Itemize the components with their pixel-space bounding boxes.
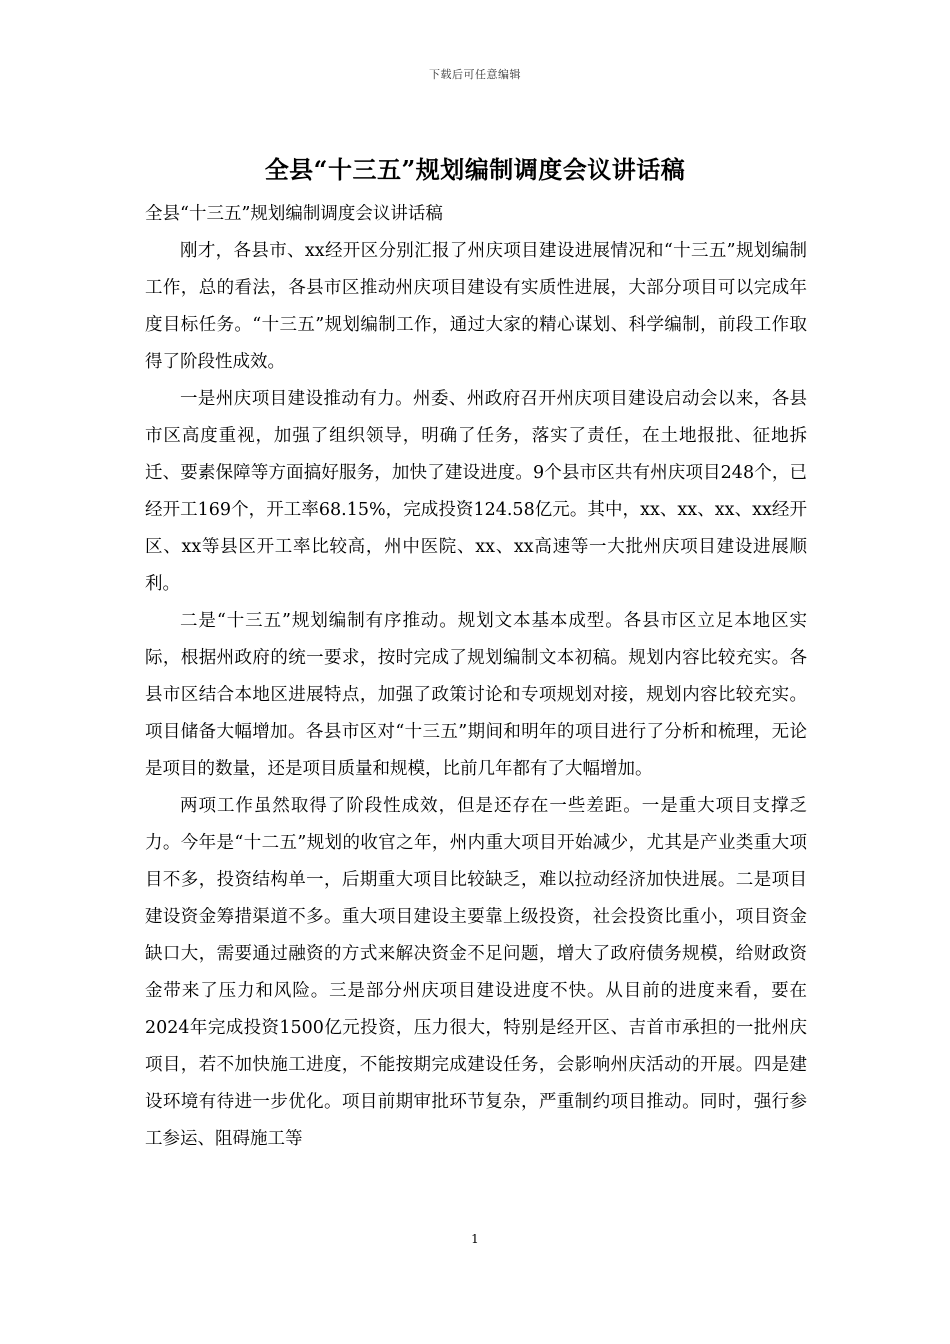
- body-paragraph: 二是“十三五”规划编制有序推动。规划文本基本成型。各县市区立足本地区实际，根据州政府的统一要求，按时完成了规划编制文本初稿。规划内容比较充实。各县市区结合本地区进展特点，加强了政策讨论和专项规划对接，规划内容比较充实。项目储备大幅增加。各县市区对“十三五”期间和明年的项目进行了分析和梳理，无论是项目的数量，还是项目质量和规模，比前几年都有了大幅增加。: [145, 611, 807, 779]
- header-note: 下载后可任意编辑: [429, 68, 521, 81]
- document-title: 全县“十三五”规划编制调度会议讲话稿: [264, 155, 686, 184]
- page-number: 1: [471, 1232, 479, 1246]
- document-body: [145, 196, 807, 1158]
- body-paragraph: 刚才，各县市、xx经开区分别汇报了州庆项目建设进展情况和“十三五”规划编制工作，总的看法，各县市区推动州庆项目建设有实质性进展，大部分项目可以完成年度目标任务。“十三五”规划编制工作，通过大家的精心谋划、科学编制，前段工作取得了阶段性成效。: [145, 241, 807, 372]
- body-paragraph: 两项工作虽然取得了阶段性成效，但是还存在一些差距。一是重大项目支撑乏力。今年是“十二五”规划的收官之年，州内重大项目开始减少，尤其是产业类重大项目不多，投资结构单一，后期重大项目比较缺乏，难以拉动经济加快进展。二是项目建设资金筹措渠道不多。重大项目建设主要靠上级投资，社会投资比重小，项目资金缺口大，需要通过融资的方式来解决资金不足问题，增大了政府债务规模，给财政资金带来了压力和风险。三是部分州庆项目建设进度不快。从目前的进度来看，要在2024年完成投资1500亿元投资，压力很大，特别是经开区、吉首市承担的一批州庆项目，若不加快施工进度，不能按期完成建设任务，会影响州庆活动的开展。四是建设环境有待进一步优化。项目前期审批环节复杂，严重制约项目推动。同时，强行参工参运、阻碍施工等: [145, 796, 807, 1149]
- document-subtitle: 全县“十三五”规划编制调度会议讲话稿: [145, 204, 443, 224]
- body-paragraph: 一是州庆项目建设推动有力。州委、州政府召开州庆项目建设启动会以来，各县市区高度重视，加强了组织领导，明确了任务，落实了责任，在土地报批、征地拆迁、要素保障等方面搞好服务，加快了建设进度。9个县市区共有州庆项目248个，已经开工169个，开工率68.15%，完成投资124.58亿元。其中，xx、xx、xx、xx经开区、xx等县区开工率比较高，州中医院、xx、xx高速等一大批州庆项目建设进展顺利。: [145, 389, 807, 594]
